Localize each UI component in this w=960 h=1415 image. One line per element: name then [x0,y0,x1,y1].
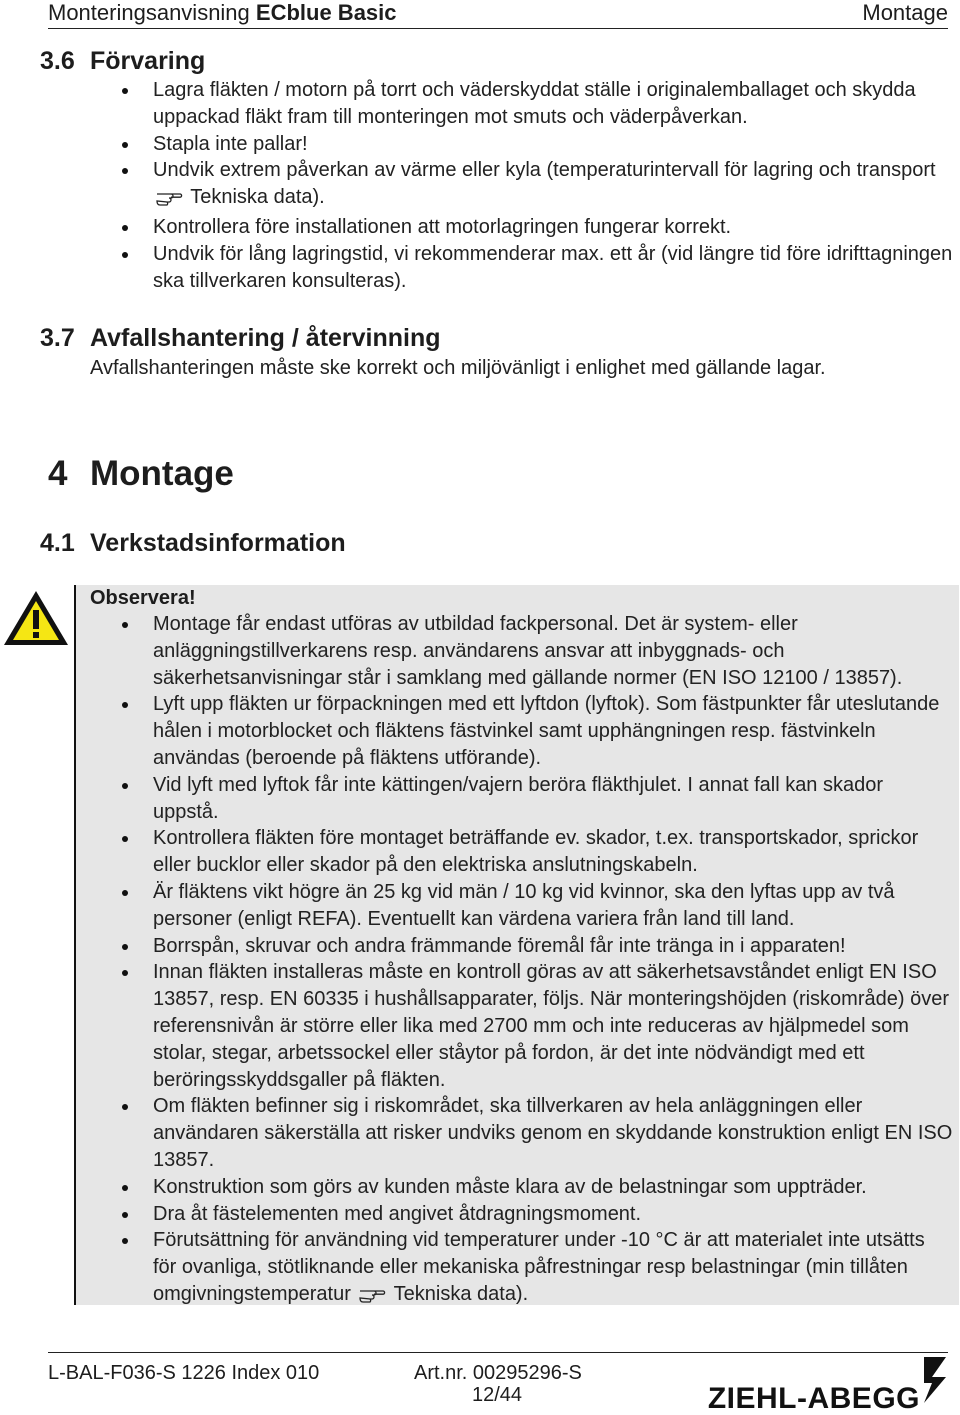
list-item: Borrspån, skruvar och andra främmande föremål får inte tränga in i apparaten! [118,933,953,960]
section-heading-3-6 [40,46,205,76]
list-item-text: Tekniska data). [393,1282,529,1305]
chapter-number: 4 [48,454,68,493]
section-heading-4-1 [40,528,346,558]
doc-code: L-BAL-F036-S 1226 Index 010 [48,1362,320,1384]
header-doc-title [48,0,397,26]
list-item: Kontrollera före installationen att motorlagringen fungerar korrekt. [118,214,953,241]
header-section: Montage [862,0,948,25]
storage-list [118,77,953,294]
list-item-text: Tekniska data). [190,186,325,209]
list-item: Konstruktion som görs av kunden måste klara av de belastningar som uppträder. [118,1174,953,1201]
chapter-heading [48,452,234,496]
section-number: 3.6 [40,47,75,75]
list-item: Montage får endast utföras av utbildad fackpersonal. Det är system- eller anläggningstillverkarens resp. användarens ansvar att inbyggnads- och säkerhetsanvisningar står i samklang med gällande normer (EN ISO 12100 / 13857). [118,611,953,691]
list-item: Stapla inte pallar! [118,131,953,158]
section-number: 3.7 [40,324,75,352]
disposal-paragraph: Avfallshanteringen måste ske korrekt och miljövänligt i enlighet med gällande lagar. [90,357,826,379]
section-title: Verkstadsinformation [90,529,346,557]
page-number: 12/44 [472,1384,523,1406]
list-item: Vid lyft med lyftok får inte kättingen/vajern beröra fläkthjulet. I annat fall kan skador uppstå. [118,772,953,826]
list-item: Lagra fläkten / motorn på torrt och väderskyddat ställe i originalemballaget och skydda uppackad fläkt fram till monteringen mot smuts och väderpåverkan. [118,77,953,131]
product-name: ECblue Basic [255,0,397,25]
article-number: Art.nr. 00295296-S [414,1362,582,1384]
note-heading: Observera! [90,587,196,609]
section-heading-3-7 [40,323,441,353]
doc-title: Monteringsanvisning [48,0,250,25]
list-item [118,1227,953,1310]
section-number: 4.1 [40,529,75,557]
list-item: Dra åt fästelementen med angivet åtdragningsmoment. [118,1201,953,1228]
list-item: Är fläktens vikt högre än 25 kg vid män / 10 kg vid kvinnor, ska den lyftas upp av två personer (enligt REFA). Eventuellt kan värdena variera från land till land. [118,879,953,933]
note-list [118,611,953,1311]
list-item-text: Förutsättning för användning vid temperaturer under -10 °C är att materialet inte utsätts för ovanliga, stötliknande eller mekaniska påfrestningar resp belastningar (min tillåten omgivningstemperatur [153,1229,925,1305]
pointing-hand-icon [358,1284,386,1311]
brand-logo: ZIEHL-ABEGG [707,1382,920,1415]
warning-triangle-icon [2,588,70,653]
list-item-text: Undvik extrem påverkan av värme eller kyla (temperaturintervall för lagring och transport [153,159,936,182]
list-item: Lyft upp fläkten ur förpackningen med ett lyftdon (lyftok). Som fästpunkter får uteslutande hålen i motorblocket och fläktens fästvinkel samt upphängningen resp. fästvinkeln användas (beroende på fläktens utförande). [118,691,953,771]
section-title: Förvaring [90,47,206,75]
brand-mark-icon [922,1355,948,1410]
page-footer [48,1352,948,1415]
list-item: Kontrollera fläkten före montaget beträffande ev. skador, t.ex. transportskador, sprickor eller bucklor eller skador på den elektriska anslutningskabeln. [118,825,953,879]
page-header [48,0,948,29]
list-item: Om fläkten befinner sig i riskområdet, ska tillverkaren av hela anläggningen eller användaren säkerställa att risker undviks genom en skyddande konstruktion enligt EN ISO 13857. [118,1093,953,1173]
chapter-title: Montage [90,454,234,493]
pointing-hand-icon [155,187,183,214]
list-item: Innan fläkten installeras måste en kontroll göras av att säkerhetsavståndet enligt EN ISO 13857, resp. EN 60335 i hushållsapparater, följs. När monteringshöjden (riskområde) över referensnivån är större eller lika med 2700 mm och inte reduceras av hjälpmedel som stolar, stegar, arbetssockel eller ståytor på fordon, är det inte nödvändigt med ett beröringsskyddsgaller på fläkten. [118,959,953,1093]
list-item [118,157,953,214]
list-item: Undvik för lång lagringstid, vi rekommenderar max. ett år (vid längre tid före idrifttagningen ska tillverkaren konsulteras). [118,241,953,295]
section-title: Avfallshantering / återvinning [90,324,441,352]
